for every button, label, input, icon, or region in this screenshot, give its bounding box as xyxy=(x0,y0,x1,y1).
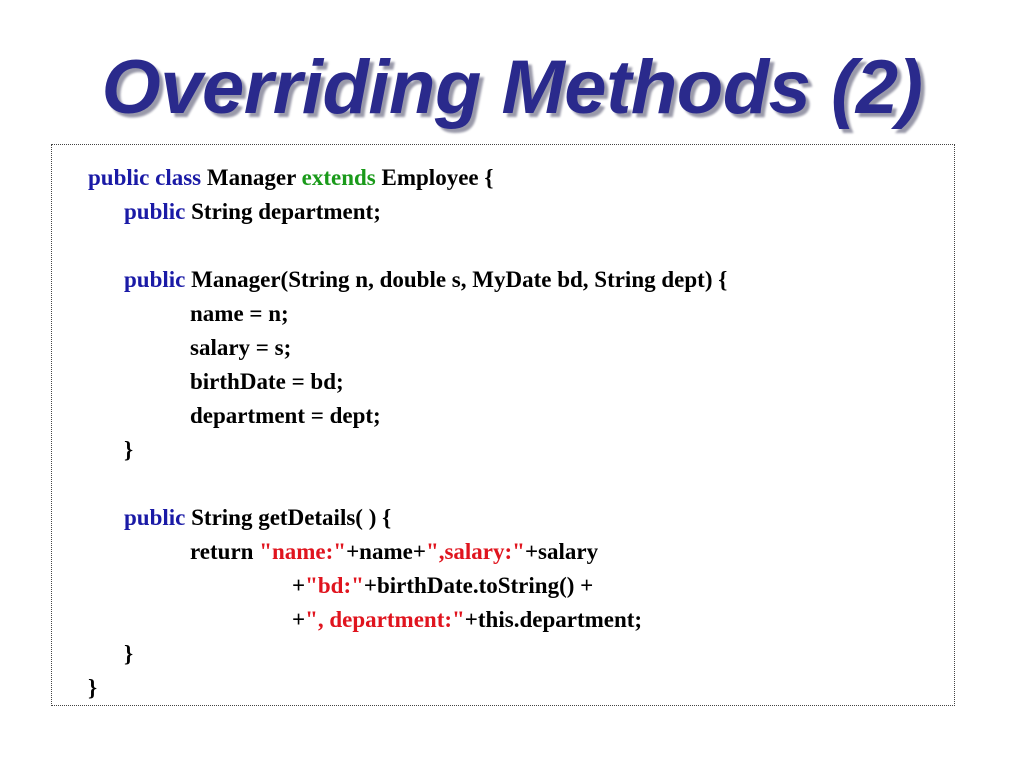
string-literal: "bd:" xyxy=(305,573,364,598)
code-line-constructor-signature xyxy=(124,265,727,295)
code-line-assign-salary: salary = s; xyxy=(190,335,292,360)
code-line-concat-department xyxy=(292,605,642,635)
code-line-concat-birthdate xyxy=(292,571,593,601)
keyword-extends: extends xyxy=(301,165,376,190)
code-text: Employee { xyxy=(375,165,494,190)
keyword-public: public xyxy=(124,199,186,224)
code-line-return-statement xyxy=(190,537,598,567)
code-line-method-close-brace: } xyxy=(124,641,134,666)
code-text: + xyxy=(292,607,306,632)
code-text: String getDetails( ) { xyxy=(185,505,392,530)
code-text: +this.department; xyxy=(464,607,643,632)
string-literal: "name:" xyxy=(259,539,347,564)
keyword-public: public xyxy=(124,267,186,292)
code-text: return xyxy=(190,539,260,564)
keyword-public: public xyxy=(124,505,186,530)
code-line-assign-birthdate: birthDate = bd; xyxy=(190,369,344,394)
string-literal: ", department:" xyxy=(305,607,465,632)
code-text: String department; xyxy=(185,199,381,224)
code-text: Manager(String n, double s, MyDate bd, String dept) { xyxy=(185,267,728,292)
code-text: +birthDate.toString() + xyxy=(363,573,594,598)
code-line-assign-name: name = n; xyxy=(190,301,289,326)
code-text: Manager xyxy=(201,165,302,190)
code-text: + xyxy=(292,573,306,598)
code-line-field-declaration xyxy=(124,197,381,227)
code-line-method-signature xyxy=(124,503,391,533)
code-line-assign-department: department = dept; xyxy=(190,403,381,428)
code-line-class-close-brace: } xyxy=(88,675,98,700)
slide-title: Overriding Methods (2) xyxy=(101,45,923,130)
code-line-constructor-close-brace: } xyxy=(124,437,134,462)
code-line-class-declaration xyxy=(88,163,493,193)
code-text: +name+ xyxy=(346,539,426,564)
keyword-public-class: public class xyxy=(88,165,202,190)
code-text: +salary xyxy=(524,539,599,564)
string-literal: ",salary:" xyxy=(425,539,525,564)
